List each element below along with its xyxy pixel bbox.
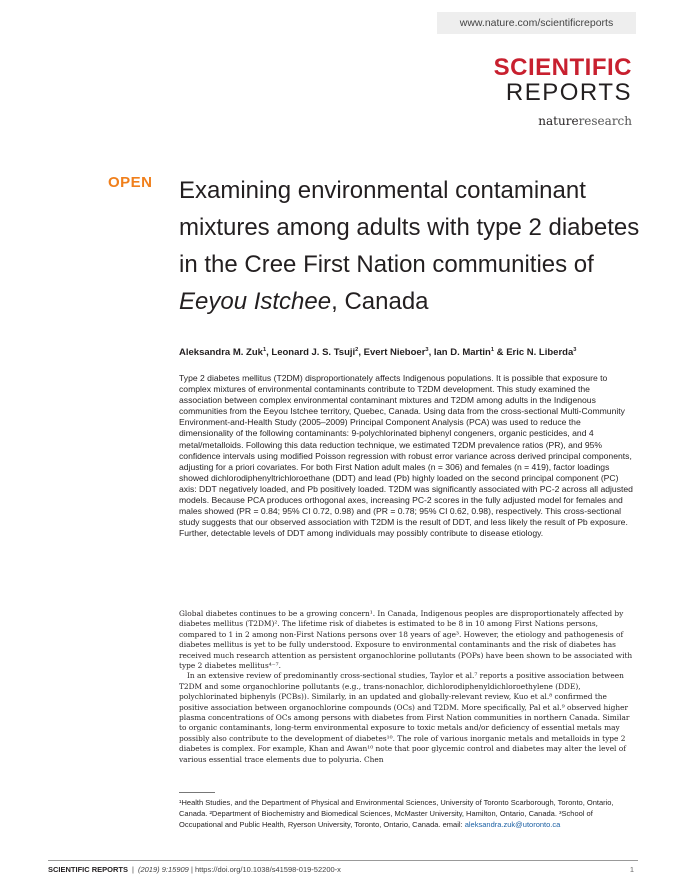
author-name[interactable]: Ian D. Martin — [433, 347, 491, 358]
author-list — [179, 347, 576, 358]
brand-scientific: SCIENTIFIC — [493, 54, 632, 81]
author-affiliation: 3 — [573, 346, 577, 353]
author-separator: , — [266, 347, 272, 358]
abstract: Type 2 diabetes mellitus (T2DM) disproportionately affects Indigenous populations. It is possible that exposure to complex mixtures of environmental contaminants contribute to T2DM development. This study examined the association between complex environmental contaminant mixtures and T2DM among adults in the Indigenous communities from the Eeyou Istchee territory, Quebec, Canada. Using data from the cross-sectional Multi-Community Environment-and-Health Study (2005–2009) Principal Component Analysis (PCA) was used to reduce the dimensionality of the following contaminants: 9-polychlorinated biphenyl congeners, organic pesticides, and 4 metal/metalloids. Following this data reduction technique, we estimated T2DM prevalence ratios (PR), and 95% confidence intervals using modified Poisson regression with robust error variance across derived principal components, adjusting for a priori covariates. For both First Nation adult males (n = 306) and females (n = 419), factor loadings showed dichlorodiphenyltrichloroethane (DDT) and lead (Pb) highly loaded on the second principal component (PC) axis: DDT negatively loaded, and Pb positively loaded. T2DM was significantly associated with PC-2 across all adjusted models. Because PCA produces orthogonal axes, increasing PC-2 scores in the fully adjusted model for females and males showed (PR = 0.84; 95% CI 0.72, 0.98) and (PR = 0.78; 95% CI 0.62, 0.98), respectively. This cross-sectional study suggests that our observed association with T2DM is the result of DDT, and less likely the result of Pb exposure. Further, detectable levels of DDT among individuals may possibly contribute to disease etiology. — [179, 373, 633, 539]
author-name[interactable]: Leonard J. S. Tsuji — [271, 347, 356, 358]
affiliations-footnote — [179, 797, 634, 830]
author-name[interactable]: Aleksandra M. Zuk — [179, 347, 263, 358]
footer-separator: | — [132, 865, 134, 874]
author-separator: , — [428, 347, 434, 358]
author-name[interactable]: Evert Nieboer — [363, 347, 426, 358]
article-title — [179, 172, 649, 320]
author-separator: , — [358, 347, 364, 358]
journal-url[interactable]: www.nature.com/scientificreports — [437, 12, 636, 34]
body-paragraph: Global diabetes continues to be a growing concern¹. In Canada, Indigenous peoples are disproportionately affected by diabetes mellitus (T2DM)². The lifetime risk of diabetes is estimated to be 8 in 10 among First Nations persons, compared to 1 in 2 among non-First Nations persons over 18 years of age³. However, the etiology and pathogenesis of diabetes mellitus is yet to be fully understood. Exposure to environmental contaminants and the risk of diabetes has received much research attention as persistent organochlorine pollutants (POPs) have been shown to be associated with type 2 diabetes mellitus⁴⁻⁷. — [179, 609, 633, 671]
brand-reports: REPORTS — [505, 79, 632, 106]
footer-divider — [48, 860, 638, 861]
title-main: Examining environmental contaminant mixtures among adults with type 2 diabetes in the Cree First Nation communities of — [179, 177, 640, 278]
publisher-research: research — [578, 114, 632, 128]
title-italic: Eeyou Istchee — [179, 288, 332, 315]
open-access-label: OPEN — [108, 174, 153, 191]
footer-citation: (2019) 9:15909 — [137, 865, 189, 874]
page-footer — [48, 865, 341, 874]
footer-journal: SCIENTIFIC REPORTS — [48, 865, 129, 874]
article-body — [179, 609, 634, 765]
body-paragraph: In an extensive review of predominantly cross-sectional studies, Taylor et al.⁷ reports a positive association between T2DM and some organochlorine pollutants (e.g., trans-nonachlor, dichlorodiphenyldichloroethylene (DDE), polychlorinated biphenyls (PCBs)). Similarly, in an updated and globally-relevant review, Kuo et al.⁸ confirmed the positive association between organochlorine compounds (OCs) and T2DM. More specifically, Pal et al.⁹ observed higher plasma concentrations of OCs among persons with diabetes from First Nation communities in northern Canada. Similar to organic contaminants, long-term environmental exposure to toxic metals and/or deficiency of essential metals may possibly also contribute to the development of diabetes¹⁰. The role of various inorganic metals and metalloids in type 2 diabetes is complex. For example, Khan and Awan¹⁰ note that poor glycemic control and diabetes may alter the level of various essential trace elements due to polyuria. Chen — [179, 671, 630, 764]
affiliations-text: ¹Health Studies, and the Department of Physical and Environmental Sciences, University of Toronto Scarborough, Toronto, Ontario, Canada. ²Department of Biochemistry and Biomedical Sciences, McMaster University, Hamilton, Ontario, Canada. ³School of Occupational and Public Health, Ryerson University, Toronto, Ontario, Canada. email: — [179, 798, 614, 829]
footnote-divider — [179, 792, 215, 793]
footer-doi[interactable]: | https://doi.org/10.1038/s41598-019-52200-x — [190, 865, 341, 874]
publisher-nature: nature — [538, 114, 579, 128]
author-affiliation: 1 — [262, 346, 267, 353]
publisher-logo — [538, 114, 632, 128]
author-separator: & — [494, 347, 507, 358]
title-tail: , Canada — [331, 288, 429, 315]
corresponding-email[interactable]: aleksandra.zuk@utoronto.ca — [464, 820, 561, 829]
author-affiliation: 2 — [355, 346, 359, 353]
author-affiliation: 3 — [425, 346, 429, 353]
author-affiliation: 1 — [490, 346, 495, 353]
page-number: 1 — [629, 865, 634, 874]
author-name[interactable]: Eric N. Liberda — [506, 347, 574, 358]
